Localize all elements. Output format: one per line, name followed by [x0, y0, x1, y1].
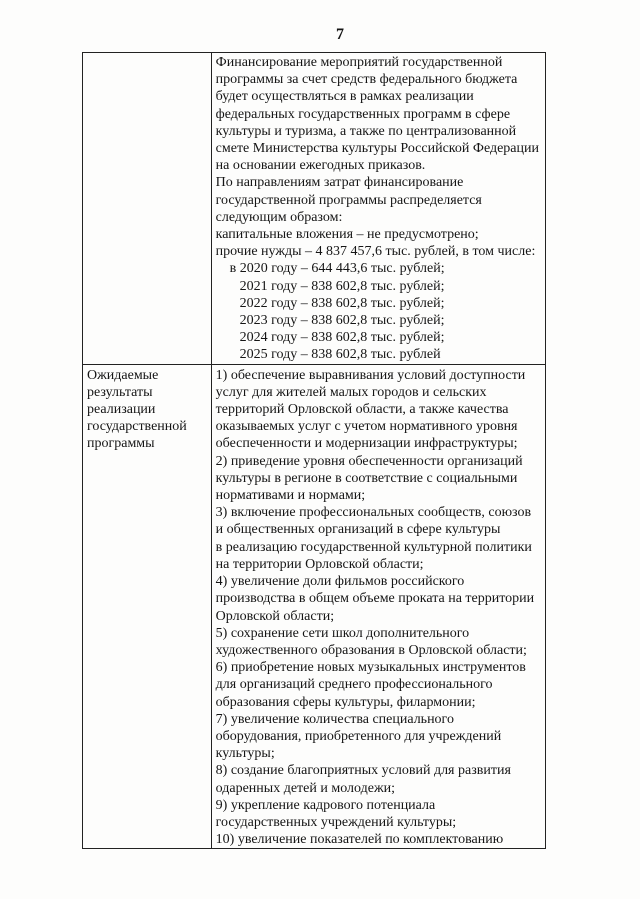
- result-line: на территории Орловской области;: [215, 556, 424, 572]
- result-line: производства в общем объеме проката на территории: [215, 591, 535, 607]
- financing-line: программы за счет средств федерального бюджета: [215, 72, 518, 88]
- result-line: в реализацию государственной культурной политики: [215, 539, 532, 555]
- result-line: 5) сохранение сети школ дополнительного: [215, 625, 470, 641]
- financing-line: следующим образом:: [215, 209, 343, 225]
- result-line: оборудования, приобретенного для учреждений: [215, 728, 502, 744]
- page-number: 7: [336, 26, 344, 43]
- result-line: художественного образования в Орловской области;: [215, 642, 527, 658]
- financing-line: Финансирование мероприятий государственной: [215, 55, 503, 70]
- financing-line: на основании ежегодных приказов.: [215, 158, 426, 174]
- financing-line: капитальные вложения – не предусмотрено;: [215, 227, 479, 243]
- financing-line: прочие нужды – 4 837 457,6 тыс. рублей, в том числе:: [215, 244, 536, 260]
- result-line: 7) увеличение количества специального: [215, 711, 454, 727]
- expected-results-row: [83, 364, 546, 849]
- result-line: услуг для жителей малых городов и сельских: [215, 384, 487, 400]
- result-line: образования сферы культуры, филармонии;: [215, 694, 476, 710]
- result-line: 9) укрепление кадрового потенциала: [215, 797, 436, 813]
- financing-year-line: 2021 году – 838 602,8 тыс. рублей;: [239, 278, 445, 294]
- result-line: 4) увеличение доли фильмов российского: [215, 574, 465, 590]
- result-line: культуры;: [215, 746, 275, 762]
- results-label-line: государственной: [87, 419, 187, 435]
- financing-year-line: 2023 году – 838 602,8 тыс. рублей;: [239, 313, 445, 329]
- result-line: для организаций среднего профессионального: [215, 677, 493, 693]
- financing-year-line: в 2020 году – 644 443,6 тыс. рублей;: [229, 261, 445, 277]
- result-line: 3) включение профессиональных сообществ, союзов: [215, 505, 532, 521]
- expected-results-label-cell: [83, 364, 212, 849]
- result-line: 10) увеличение показателей по комплектованию: [215, 832, 504, 848]
- result-line: и общественных организаций в сфере культуры: [215, 522, 501, 538]
- financing-line: смете Министерства культуры Российской Федерации: [215, 141, 539, 157]
- result-line: культуры в регионе в соответствие с социальными: [215, 470, 518, 486]
- result-line: 1) обеспечение выравнивания условий доступности: [215, 367, 526, 383]
- result-line: Орловской области;: [215, 608, 335, 624]
- financing-text-cell: [211, 53, 545, 365]
- financing-year-line: 2024 году – 838 602,8 тыс. рублей;: [239, 330, 445, 346]
- result-line: 8) создание благоприятных условий для развития: [215, 763, 511, 779]
- program-passport-table: [82, 52, 546, 849]
- results-label-line: программы: [87, 436, 155, 452]
- result-line: 6) приобретение новых музыкальных инструментов: [215, 660, 526, 676]
- result-line: обеспеченности и модернизации инфраструктуры;: [215, 436, 518, 452]
- financing-line: федеральных государственных программ в сфере: [215, 106, 511, 122]
- results-label-line: Ожидаемые: [87, 367, 159, 383]
- financing-line: культуры и туризма, а также по централизованной: [215, 123, 517, 139]
- expected-results-text-cell: [211, 364, 545, 849]
- financing-label-cell: [83, 53, 212, 365]
- result-line: 2) приведение уровня обеспеченности организаций: [215, 453, 523, 469]
- results-label-line: реализации: [87, 402, 156, 418]
- financing-row: [83, 53, 546, 365]
- financing-line: будет осуществляться в рамках реализации: [215, 89, 474, 105]
- results-label-line: результаты: [87, 384, 153, 400]
- result-line: одаренных детей и молодежи;: [215, 780, 395, 796]
- result-line: территорий Орловской области, а также качества: [215, 402, 509, 418]
- financing-line: государственной программы распределяется: [215, 192, 482, 208]
- financing-line: По направлениям затрат финансирование: [215, 175, 464, 191]
- financing-year-line: 2022 году – 838 602,8 тыс. рублей;: [239, 295, 445, 311]
- financing-year-line: 2025 году – 838 602,8 тыс. рублей: [239, 347, 441, 363]
- result-line: нормативами и нормами;: [215, 488, 366, 504]
- result-line: государственных учреждений культуры;: [215, 814, 457, 830]
- result-line: оказываемых услуг с учетом нормативного уровня: [215, 419, 518, 435]
